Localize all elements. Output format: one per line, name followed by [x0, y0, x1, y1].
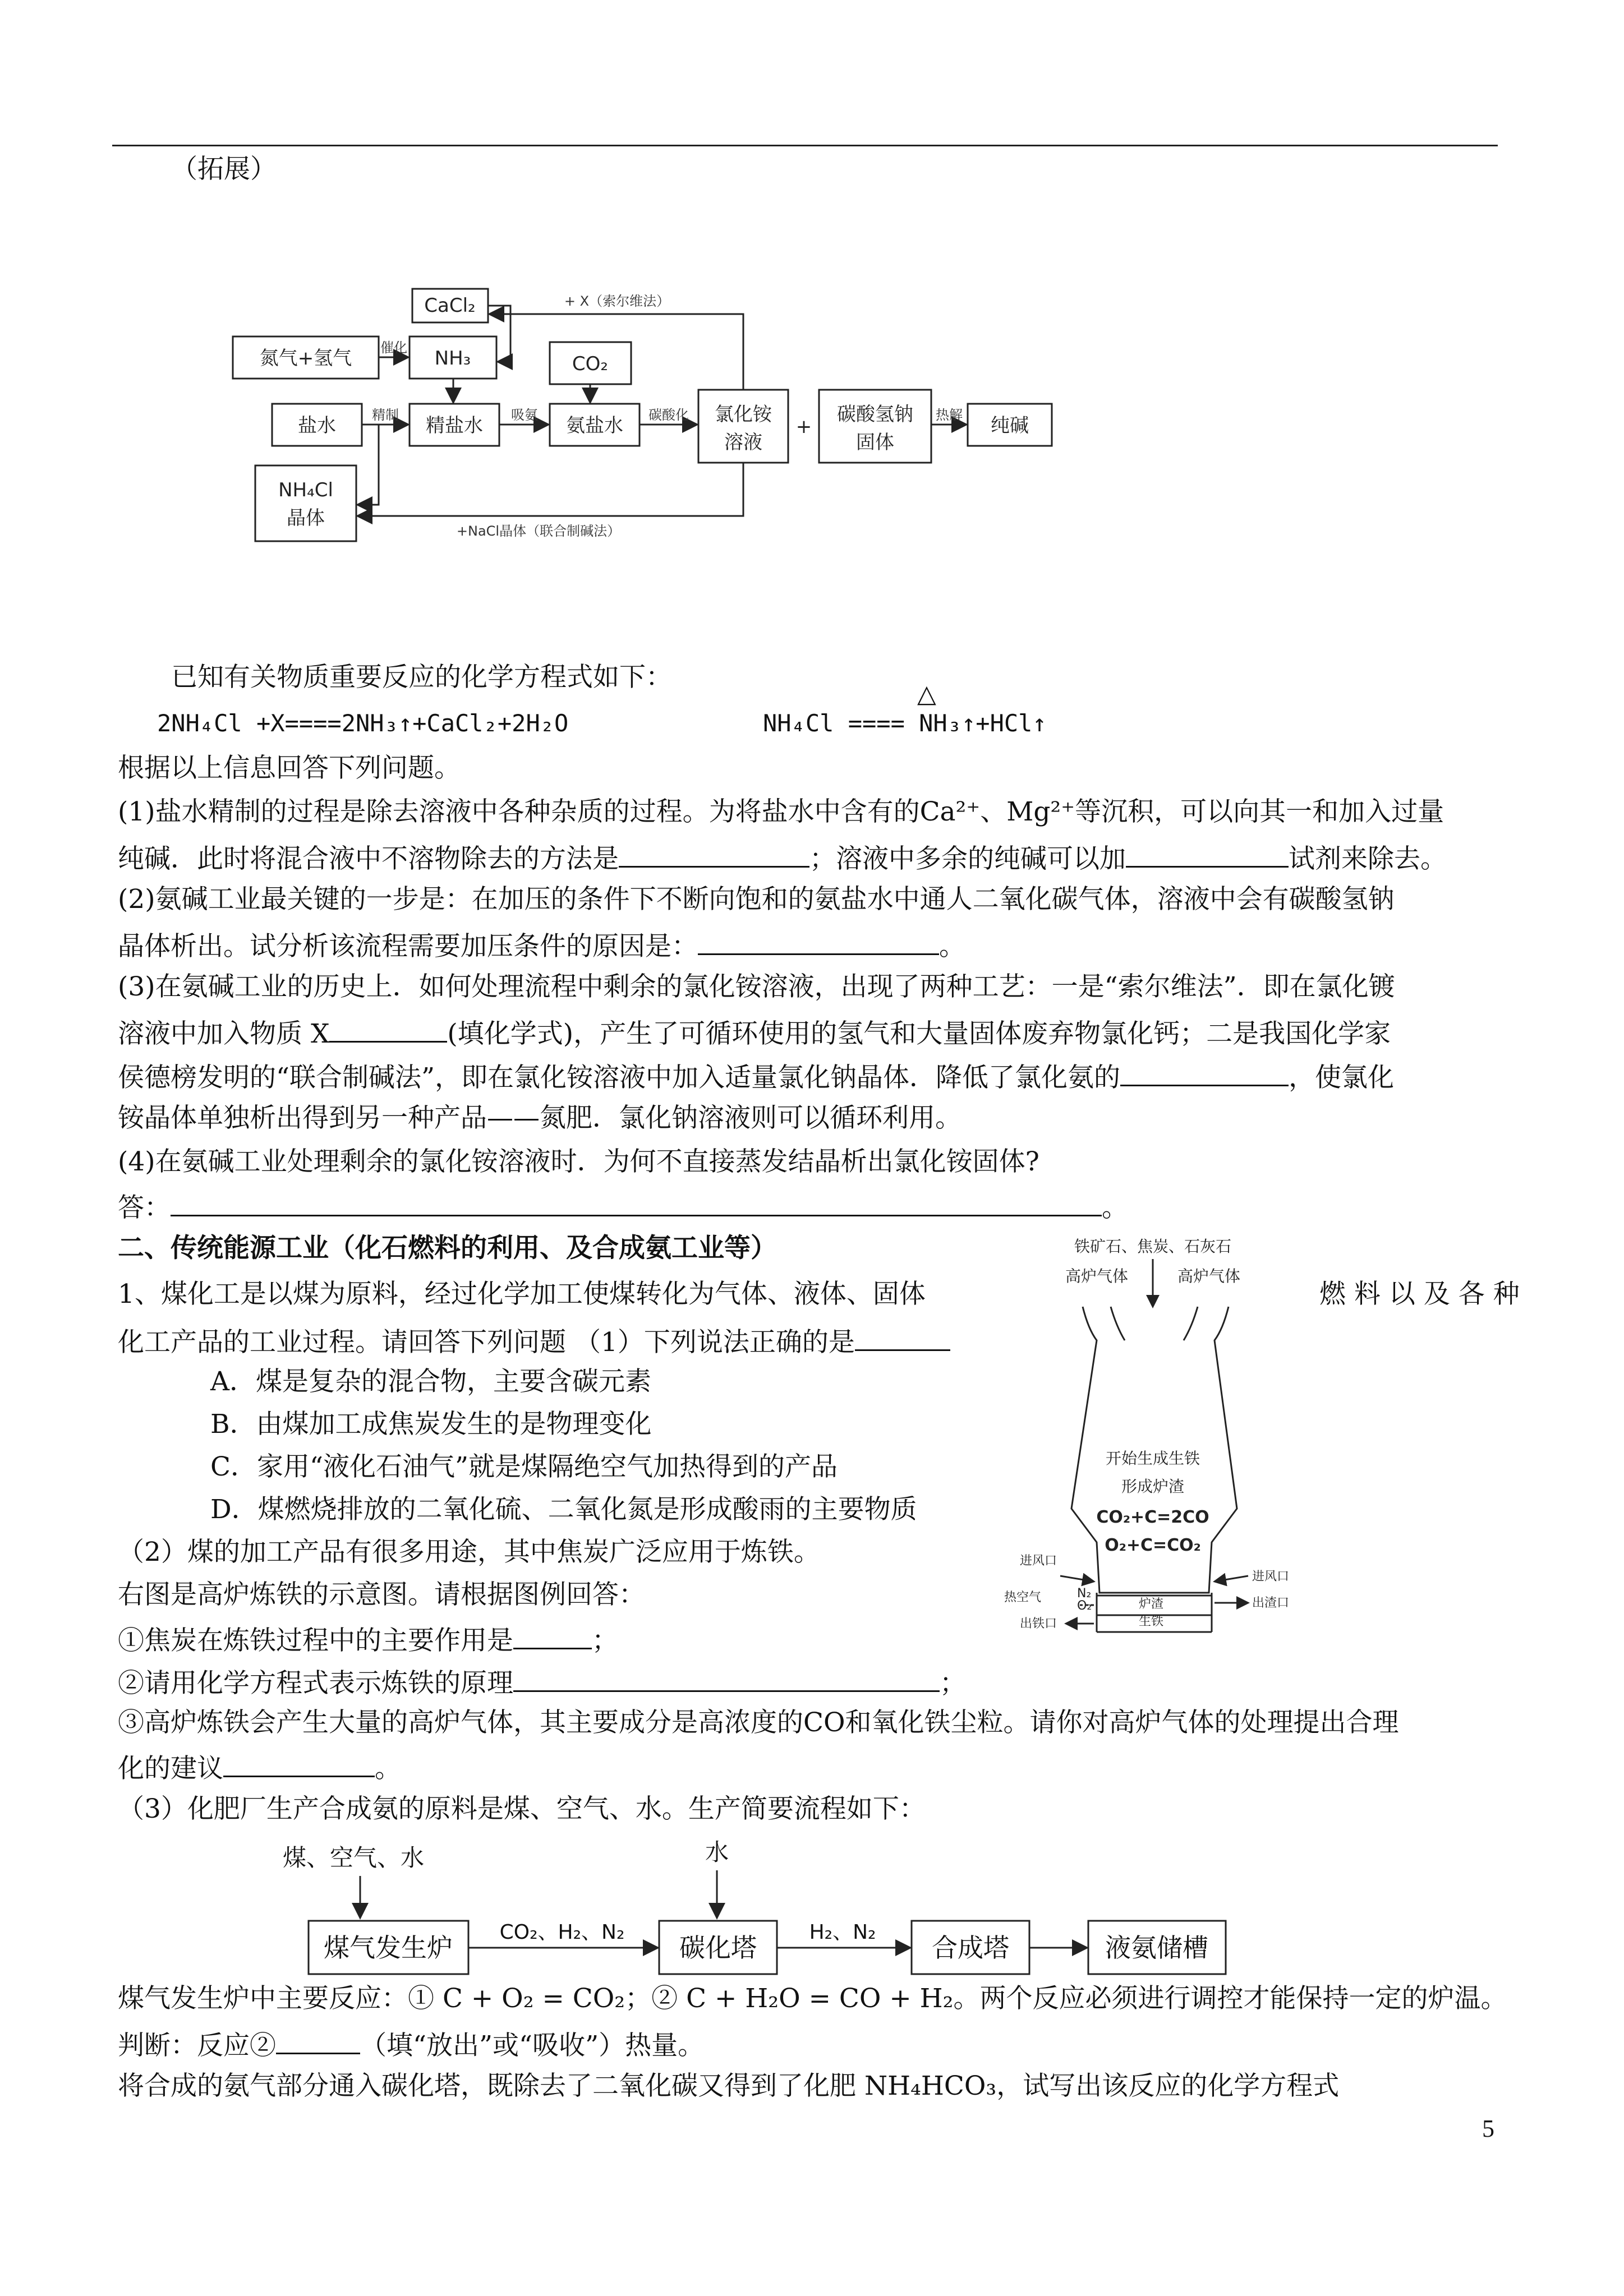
coal-s3-line2: 化的建议 。: [118, 1749, 401, 1786]
coal-q1-blank[interactable]: [855, 1322, 950, 1351]
label-nh4cl-crystal-1: NH₄Cl: [278, 479, 333, 501]
label-catalyze: 催化: [380, 340, 407, 356]
q2-line2: 晶体析出。试分析该流程需要加压条件的原因是： 。: [118, 926, 965, 963]
coal-s1-blank[interactable]: [513, 1621, 592, 1649]
option-d: D．煤燃烧排放的二氧化硫、二氧化氮是形成酸雨的主要物质: [210, 1494, 917, 1525]
box-nh4cl-crystal: [255, 465, 356, 541]
q3-line4: 铵晶体单独析出得到另一种产品——氮肥．氯化钠溶液则可以循环利用。: [118, 1103, 961, 1133]
flow2-inputs: 煤、空气、水: [282, 1844, 425, 1871]
tail-line2: 判断：反应② （填“放出”或“吸收”）热量。: [118, 2026, 704, 2063]
label-refined-brine: 精盐水: [426, 414, 483, 437]
coal-s1: ①焦炭在炼铁过程中的主要作用是 ；: [118, 1621, 618, 1658]
label-nh4cl-crystal-2: 晶体: [287, 507, 325, 529]
page-number: 5: [1482, 2115, 1494, 2142]
flow2-arrow1-label: CO₂、H₂、N₂: [499, 1921, 625, 1944]
flow2-gasifier-label: 煤气发生炉: [324, 1933, 453, 1963]
ammonia-soda-flow-diagram: [224, 280, 1055, 555]
label-absorb-ammonia: 吸氨: [511, 407, 538, 423]
coal-p2: （2）煤的加工产品有很多用途，其中焦炭广泛应用于炼铁。: [118, 1537, 820, 1567]
ammonia-synthesis-flow-diagram: [282, 1837, 1251, 1977]
flow2-arrow2-label: H₂、N₂: [809, 1921, 876, 1944]
furnace-pig-iron: 生铁: [1139, 1615, 1164, 1629]
label-ammonia-brine: 氨盐水: [566, 414, 623, 437]
equation-1: 2NH₄Cl +X====2NH₃↑+CaCl₂+2H₂O: [157, 709, 569, 737]
flow2-nh3-tank-label: 液氨储槽: [1105, 1933, 1208, 1963]
tail-blank-heat[interactable]: [276, 2026, 360, 2054]
reaction-intro: 已知有关物质重要反应的化学方程式如下：: [171, 662, 672, 693]
option-c: C．家用“液化石油气”就是煤隔绝空气加热得到的产品: [210, 1451, 838, 1482]
coal-intro-b: 燃 料 以 及 各 种: [1319, 1279, 1520, 1310]
q3-blank-property[interactable]: [1120, 1058, 1289, 1086]
furnace-inlet-left: 进风口: [1020, 1554, 1057, 1568]
label-soda: 纯碱: [991, 414, 1029, 437]
coal-s3-blank[interactable]: [223, 1749, 375, 1777]
label-plus: +: [795, 416, 812, 438]
furnace-o2: O₂: [1077, 1599, 1092, 1613]
q1-blank-method[interactable]: [619, 839, 809, 868]
furnace-slag: 炉渣: [1139, 1597, 1164, 1611]
option-a: A．煤是复杂的混合物，主要含碳元素: [210, 1366, 651, 1397]
q4-answer-line: 答： 。: [118, 1188, 1128, 1225]
q3-blank-x[interactable]: [329, 1014, 447, 1043]
flow2-carbon-tower-label: 碳化塔: [679, 1933, 757, 1963]
tail-line1: 煤气发生炉中主要反应：① C + O₂ = CO₂；② C + H₂O = CO + H₂。两个反应必须进行调控才能保持一定的炉温。: [118, 1983, 1507, 2014]
q3-line1: (3)在氨碱工业的历史上．如何处理流程中剩余的氯化铵溶液，出现了两种工艺：一是“索尔维法”．即在氯化镀: [118, 971, 1395, 1002]
label-refine: 精制: [372, 407, 399, 423]
coal-s3-line1: ③高炉炼铁会产生大量的高炉气体，其主要成分是高浓度的CO和氧化铁尘粒。请你对高炉气体的处理提出合理: [118, 1707, 1399, 1738]
furnace-reaction1: CO₂+C=2CO: [1096, 1507, 1209, 1527]
label-cacl2: CaCl₂: [424, 294, 476, 317]
q2-line1: (2)氨碱工业最关键的一步是：在加压的条件下不断向饱和的氨盐水中通人二氧化碳气体，溶液中会有碳酸氢钠: [118, 884, 1395, 915]
label-nacl-joint: +NaCl晶体（联合制碱法）: [456, 523, 621, 539]
furnace-inlet-right: 进风口: [1252, 1570, 1290, 1584]
q1-blank-reagent[interactable]: [1126, 839, 1289, 868]
section2-title: 二、传统能源工业（化石燃料的利用、及合成氨工业等）: [118, 1233, 777, 1264]
coal-s2-blank[interactable]: [513, 1663, 940, 1692]
furnace-iron-out: 出铁口: [1020, 1617, 1057, 1631]
label-nahco3-2: 固体: [856, 431, 894, 454]
heat-symbol: △: [917, 680, 936, 708]
label-nh3: NH₃: [434, 347, 471, 370]
label-nh4cl-solution-1: 氯化铵: [715, 403, 772, 426]
flow2-water: 水: [705, 1838, 729, 1866]
q2-blank-reason[interactable]: [698, 926, 939, 955]
q3-line3: 侯德榜发明的“联合制碱法”，即在氯化铵溶液中加入适量氯化钠晶体．降低了氯化氨的 ，使氯化: [118, 1058, 1394, 1095]
furnace-hot-air: 热空气: [1004, 1590, 1042, 1605]
extension-label: （拓展）: [171, 154, 277, 185]
furnace-gas-left: 高炉气体: [1065, 1267, 1129, 1285]
q1-line2: 纯碱．此时将混合液中不溶物除去的方法是 ；溶液中多余的纯碱可以加 试剂来除去。: [118, 839, 1447, 876]
coal-p3: （3）化肥厂生产合成氨的原料是煤、空气、水。生产简要流程如下：: [118, 1794, 926, 1824]
furnace-gas-right: 高炉气体: [1177, 1267, 1241, 1285]
q4-blank-answer[interactable]: [171, 1188, 1102, 1216]
option-b: B．由煤加工成焦炭发生的是物理变化: [210, 1409, 652, 1440]
label-nh4cl-solution-2: 溶液: [724, 431, 762, 454]
label-n2h2: 氮气+氢气: [259, 347, 352, 370]
label-carbonate: 碳酸化: [648, 407, 689, 423]
q1-line1: (1)盐水精制的过程是除去溶液中各种杂质的过程。为将盐水中含有的Ca²⁺、Mg²⁺等沉积，可以向其一和加入过量: [118, 796, 1444, 827]
q3-line2: 溶液中加入物质 X (填化学式)，产生了可循环使用的氢气和大量固体废弃物氯化钙；二是我国化学家: [118, 1014, 1391, 1051]
equation-2: NH₄Cl ==== NH₃↑+HCl↑: [763, 709, 1047, 737]
furnace-mid2: 形成炉渣: [1121, 1477, 1185, 1496]
label-x-solvay: + X（索尔维法）: [564, 293, 670, 309]
furnace-reaction2: O₂+C=CO₂: [1105, 1536, 1201, 1555]
coal-s2: ②请用化学方程式表示炼铁的原理 ；: [118, 1663, 966, 1700]
furnace-top-label: 铁矿石、焦炭、石灰石: [1074, 1237, 1232, 1256]
coal-intro2: 化工产品的工业过程。请回答下列问题 （1）下列说法正确的是: [118, 1322, 950, 1359]
header-rule: [112, 145, 1498, 146]
furnace-slag-out: 出渣口: [1252, 1596, 1290, 1610]
answer-intro: 根据以上信息回答下列问题。: [118, 753, 461, 783]
coal-intro-a: 1、煤化工是以煤为原料，经过化学加工使煤转化为气体、液体、固体: [118, 1279, 926, 1310]
furnace-mid1: 开始生成生铁: [1105, 1449, 1200, 1468]
blast-furnace-diagram: [1004, 1228, 1307, 1643]
label-pyrolysis: 热解: [936, 407, 963, 423]
furnace-n2: N₂: [1077, 1587, 1092, 1601]
label-nahco3-1: 碳酸氢钠: [837, 403, 913, 426]
q4-line1: (4)在氨碱工业处理剩余的氯化铵溶液时．为何不直接蒸发结晶析出氯化铵固体?: [118, 1146, 1039, 1177]
coal-p2b: 右图是高炉炼铁的示意图。请根据图例回答：: [118, 1579, 645, 1610]
flow2-synth-tower-label: 合成塔: [932, 1933, 1009, 1963]
label-co2: CO₂: [572, 353, 609, 375]
tail-line3: 将合成的氨气部分通入碳化塔，既除去了二氧化碳又得到了化肥 NH₄HCO₃，试写出该反应的化学方程式: [118, 2071, 1340, 2101]
label-brine: 盐水: [298, 414, 336, 437]
